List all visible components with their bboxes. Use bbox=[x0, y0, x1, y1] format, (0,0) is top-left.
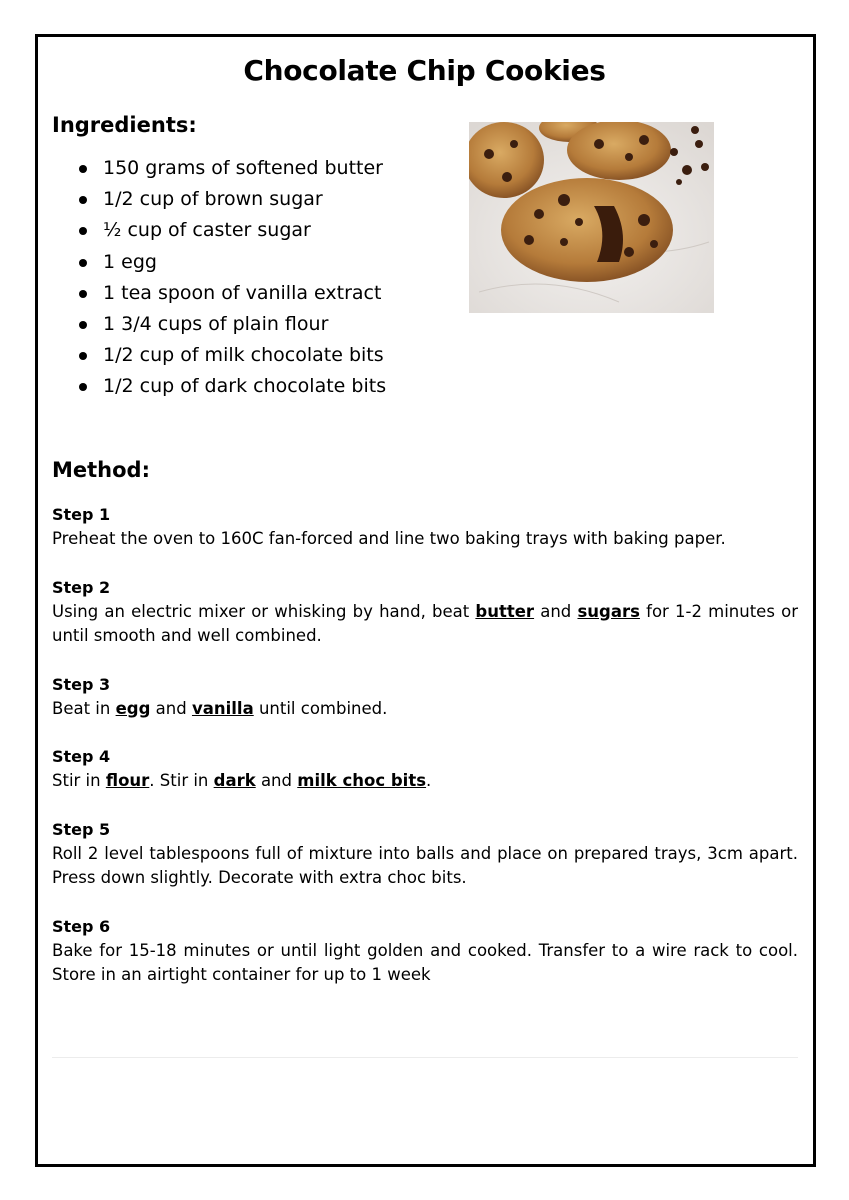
method-steps bbox=[52, 503, 798, 988]
ingredient-item bbox=[52, 371, 386, 402]
step-text bbox=[52, 842, 798, 891]
divider bbox=[52, 1057, 798, 1058]
ingredient-item bbox=[52, 153, 386, 184]
bullet-icon bbox=[79, 165, 87, 173]
step-text bbox=[52, 527, 798, 552]
step-text-part: Roll 2 level tablespoons full of mixture into balls and place on prepared trays, 3cm apart. Press down slightly. Decorate with extra choc bits. bbox=[52, 843, 798, 887]
recipe-title: Chocolate Chip Cookies bbox=[243, 54, 606, 87]
ingredient-text: ½ cup of caster sugar bbox=[103, 219, 311, 242]
bullet-icon bbox=[79, 321, 87, 329]
bullet-icon bbox=[79, 227, 87, 235]
step-text-part: until combined. bbox=[253, 698, 388, 718]
step-text-part: and bbox=[255, 771, 298, 790]
ingredient-item bbox=[52, 309, 386, 340]
step-title: Step 6 bbox=[52, 916, 111, 936]
ingredient-emphasis: milk choc bits bbox=[297, 771, 427, 790]
ingredient-text: 1/2 cup of dark chocolate bits bbox=[103, 375, 387, 398]
step-title: Step 3 bbox=[52, 674, 111, 694]
step-text-part: Using an electric mixer or whisking by hand, beat bbox=[52, 601, 476, 621]
ingredient-emphasis: flour bbox=[105, 771, 150, 790]
ingredient-text: 1 3/4 cups of plain flour bbox=[103, 312, 329, 335]
ingredient-text: 1/2 cup of milk chocolate bits bbox=[103, 344, 384, 367]
ingredient-text: 1 egg bbox=[103, 250, 157, 273]
step-title: Step 4 bbox=[52, 747, 111, 766]
ingredient-emphasis: vanilla bbox=[191, 698, 254, 718]
step-title: Step 5 bbox=[52, 819, 111, 839]
ingredient-emphasis: butter bbox=[475, 601, 535, 621]
ingredient-item bbox=[52, 215, 386, 246]
step-text-part: . bbox=[426, 771, 432, 790]
step-5 bbox=[52, 818, 798, 891]
step-text-part: Beat in bbox=[52, 698, 116, 718]
step-title: Step 2 bbox=[52, 577, 111, 597]
step-text bbox=[52, 600, 798, 649]
ingredient-text: 1 tea spoon of vanilla extract bbox=[103, 281, 382, 304]
step-text bbox=[52, 769, 798, 794]
step-text bbox=[52, 939, 798, 988]
step-6 bbox=[52, 915, 798, 988]
bullet-icon bbox=[79, 196, 87, 204]
ingredient-emphasis: egg bbox=[115, 698, 151, 718]
step-text-part: . Stir in bbox=[149, 771, 214, 790]
ingredient-text: 1/2 cup of brown sugar bbox=[103, 188, 323, 211]
step-text-part: for 1-2 minutes or until smooth and well combined. bbox=[52, 601, 798, 645]
cookies-photo bbox=[469, 122, 714, 313]
step-1 bbox=[52, 503, 798, 552]
step-text bbox=[52, 697, 798, 722]
bullet-icon bbox=[79, 259, 87, 267]
ingredient-emphasis: sugars bbox=[577, 601, 640, 621]
ingredients-heading: Ingredients: bbox=[52, 113, 197, 137]
ingredient-item bbox=[52, 184, 386, 215]
step-text-part: Preheat the oven to 160C fan-forced and line two baking trays with baking paper. bbox=[52, 529, 726, 548]
bullet-icon bbox=[79, 383, 87, 391]
step-text-part: and bbox=[534, 601, 578, 621]
ingredient-item bbox=[52, 247, 386, 278]
ingredient-item bbox=[52, 340, 386, 371]
step-text-part: and bbox=[150, 698, 192, 718]
step-2 bbox=[52, 576, 798, 649]
bullet-icon bbox=[79, 352, 87, 360]
ingredients-list bbox=[52, 153, 386, 403]
method-heading: Method: bbox=[52, 458, 150, 482]
ingredient-emphasis: dark bbox=[213, 771, 256, 790]
bullet-icon bbox=[79, 290, 87, 298]
step-4 bbox=[52, 745, 798, 794]
step-3 bbox=[52, 673, 798, 722]
step-text-part: Stir in bbox=[52, 771, 106, 790]
ingredient-item bbox=[52, 278, 386, 309]
ingredient-text: 150 grams of softened butter bbox=[103, 157, 383, 179]
step-title: Step 1 bbox=[52, 505, 111, 524]
step-text-part: Bake for 15-18 minutes or until light golden and cooked. Transfer to a wire rack to cool. Store in an airtight container for up to 1 week bbox=[52, 940, 798, 984]
